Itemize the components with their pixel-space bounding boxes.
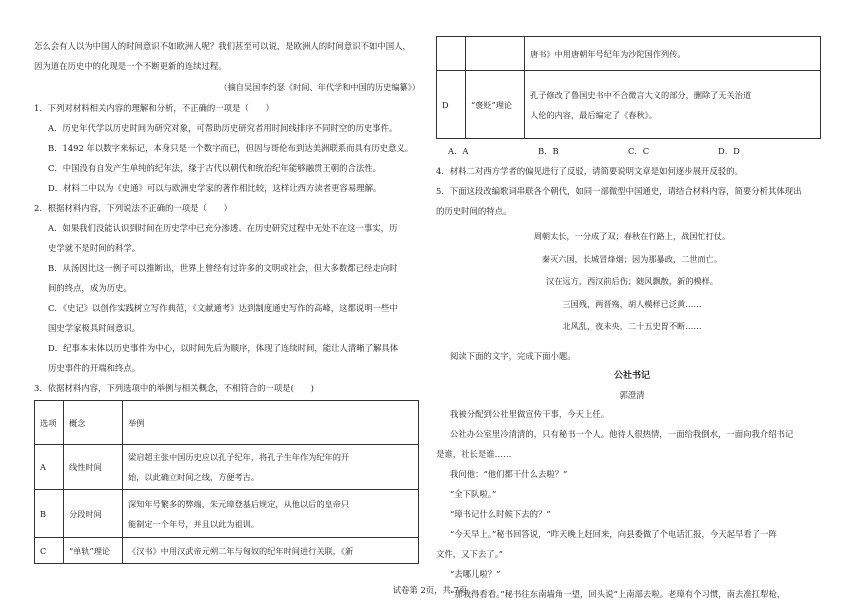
example-line: 唐书》中用唐朝年号纪年为沙陀国作列传。 (530, 48, 686, 59)
table-row (35, 538, 419, 564)
example-line: 能制定一个年号，并且以此为祖训。 (128, 518, 260, 529)
option-cell: A (35, 445, 64, 490)
page-footer: 试卷第 2页，共 7页 (392, 585, 468, 595)
source-citation: （摘自吴国李约瑟《时间、年代学和中国的历史编纂》） (219, 82, 420, 92)
table-row (437, 71, 821, 139)
q1-option-a: A．历史年代学以历史时间为研究对象，可帮助历史研究者用时间线排序不同时空的历史事件。 (48, 123, 398, 133)
option-cell: C (35, 538, 64, 564)
lyrics-block (436, 225, 828, 338)
left-column (34, 36, 426, 564)
question-3-stem: 3．依据材料内容，下列选项中的举例与相关概念，不相符合的一项是( ) (34, 383, 314, 393)
story-line: 公社办公室里冷清清的，只有秘书一个人。他待人很热情，一面给我倒水，一面向我介绍书记 (450, 428, 794, 439)
question-5: 5．下面这段改编歌词串联各个朝代，如同一部微型中国通史，请结合材料内容，简要分析其体现出 (436, 186, 802, 196)
q2-option-a: A．如果我们没能认识到时间在历史学中已充分渗透、在历史研究过程中无处不在这一事实，历 (48, 223, 398, 233)
example-cell (123, 490, 419, 538)
story-author: 郭澄清 (619, 389, 645, 400)
story-title: 公社书记 (613, 370, 650, 381)
option-cell: B (35, 490, 64, 538)
example-line: 人伦的内容，最后编定了《春秋》。 (530, 109, 657, 120)
story-line: “那我得看看。”秘书往东南墙角一望，回头说“上南部去啦。老璋有个习惯，南去准扛犁枪， (450, 588, 786, 599)
story-line: 我问他：“他们都干什么去啦？” (450, 468, 568, 479)
question-2-stem: 2．根据材料内容，下列说法不正确的一项是（ ） (34, 203, 232, 213)
example-line: 始，以此确立时间之线，方便考古。 (128, 472, 260, 482)
table-row (437, 37, 821, 71)
concept-cell (466, 37, 525, 71)
option-cell: D (437, 71, 466, 139)
q2-option-d-cont: 历史事件的开端和终点。 (48, 363, 141, 373)
concept-cell: 线性时间 (64, 445, 123, 490)
intro-line: 怎么会有人以为中国人的时间意识不如欧洲人呢？我们甚至可以说，是欧洲人的时间意识不如中国人， (34, 41, 411, 51)
q1-option-b: B．1492 年以数字来标记，本身只是一个数字而已，但因与哥伦布到达美洲联系而具有历史意义。 (48, 143, 414, 153)
table-header-row (35, 401, 419, 445)
reading-instruction: 阅读下面的文字，完成下面小题。 (450, 350, 576, 361)
story-line: 是谁，社长是谁…… (436, 448, 512, 459)
example-line: 深知年号繁多的弊端，朱元璋登基后规定，从他以后的皇帝只 (128, 498, 350, 509)
example-line: 孔子修改了鲁国史书中不合微言大义的部分，删除了无关治道 (530, 89, 752, 100)
choice-d: D．D (718, 146, 740, 156)
q1-option-c: C．中国没有自发产生单纯的纪年法，缘于古代以朝代和统治纪年能够融贯王朝的合法性。 (48, 163, 382, 173)
example-line: 《汉书》中用汉武帝元朔二年与匈奴的纪年时间进行关联，《新 (128, 545, 354, 556)
example-line: 梁启超主张中国历史应以孔子纪年，将孔子生年作为纪年的开 (128, 452, 350, 462)
example-cell (525, 37, 821, 71)
q2-option-b-cont: 间的终点，成为历史。 (48, 283, 132, 293)
story-line: “璋书记什么时候下去的？” (450, 508, 551, 519)
q3-table-continued (436, 36, 821, 139)
story-line: “去哪儿啦？” (450, 568, 501, 579)
story-line: “全下队啦。” (450, 488, 497, 499)
choice-c: C．C (628, 146, 650, 156)
question-4: 4．材料二对西方学者的偏见进行了反驳，请简要说明文章是如何逐步展开反驳的。 (436, 166, 743, 176)
concept-cell: “褒贬”理论 (466, 71, 525, 139)
choice-a: A．A (448, 146, 469, 156)
q2-option-c: C．《史记》以创作实践树立写作典范，《文献通考》达到制度通史写作的高峰，这都说明一些中 (48, 303, 398, 313)
table-row (35, 445, 419, 490)
example-cell (525, 71, 821, 139)
example-cell (123, 538, 419, 564)
q3-choices (436, 141, 828, 161)
lyric-line: 北风乱，夜未央，二十五史胃不断…… (562, 321, 702, 331)
q2-option-c-cont: 国史学家极具时间意识。 (48, 323, 141, 333)
intro-line: 因为道在历史中的化现是一个不断更新的连续过程。 (34, 61, 227, 71)
q2-option-a-cont: 史学就不是时间的科学。 (48, 243, 141, 253)
story-line: 我被分配到公社里做宣传干事，今天上任。 (450, 408, 610, 419)
q2-option-d: D．纪事本末体以历史事件为中心，以时间先后为顺序，体现了连续时间，能让人清晰了解具体 (48, 343, 399, 353)
q1-option-d: D．材料二中以为《史通》可以与欧洲史学家的著作相比较，这样让西方读者更容易理解。 (48, 183, 382, 193)
example-cell (123, 445, 419, 490)
option-cell (437, 37, 466, 71)
table-header-cell: 选项 (35, 401, 64, 445)
concept-cell: 分段时间 (64, 490, 123, 538)
question-1-stem: 1．下列对材料相关内容的理解和分析，不正确的一项是（ ） (34, 103, 274, 113)
story-line: “今天早上。”秘书回答说，“昨天晚上赶回来，向县委做了个电话汇报，今天起早看了一阵 (450, 528, 777, 539)
table-row (35, 490, 419, 538)
story-body (436, 404, 828, 604)
story-line: 文件，又下去了。” (436, 548, 504, 559)
choice-b: B．B (538, 146, 559, 156)
concept-cell: “单轨”理论 (64, 538, 123, 564)
q2-option-b: B．从汤因比这一例子可以推断出，世界上曾经有过许多的文明或社会，但大多数都已经走向时 (48, 263, 398, 273)
right-column (436, 36, 828, 604)
lyric-line: 秦灭六国，长城冒烽烟；因为那暴政，二世而亡。 (541, 253, 723, 264)
table-header-cell: 举例 (123, 401, 419, 445)
lyric-line: 周朝太长，一分成了双；春秋在行路上，战国忙打仗。 (533, 231, 731, 241)
question-5-cont: 的历史时间的特点。 (436, 206, 512, 216)
table-header-cell: 概念 (64, 401, 123, 445)
q3-table (34, 400, 419, 564)
lyric-line: 汉在远方，西汉前后伤；随风飘散，新的模样。 (546, 276, 718, 286)
lyric-line: 三国残，两晋殇，胡人模样已泛黄…… (562, 298, 702, 309)
